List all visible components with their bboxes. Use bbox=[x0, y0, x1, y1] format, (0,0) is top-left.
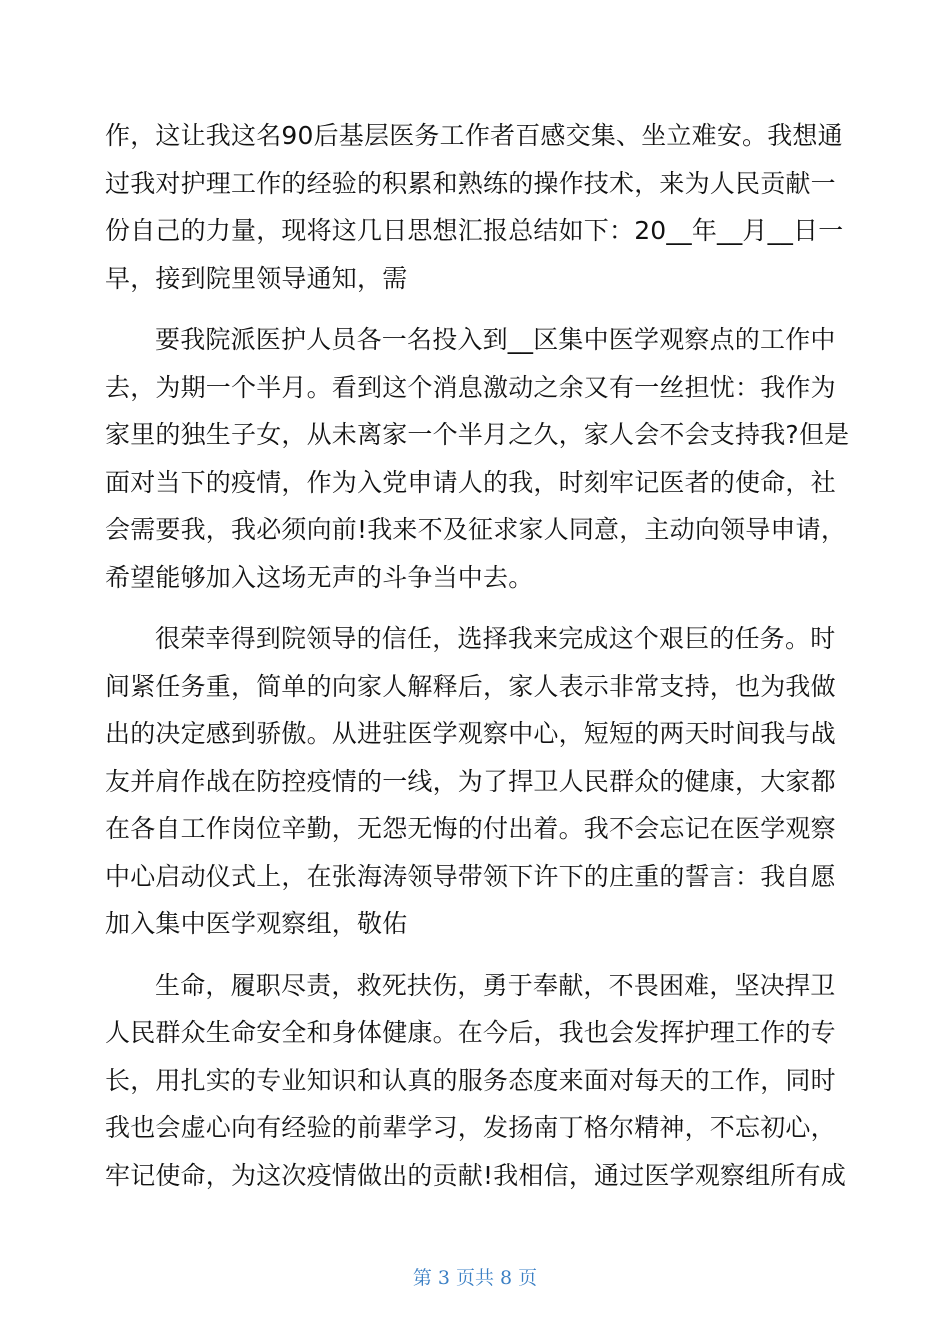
text-line: 人民群众生命安全和身体健康。在今后，我也会发挥护理工作的专 bbox=[105, 1018, 836, 1047]
document-body bbox=[105, 112, 850, 1213]
text-line: 家里的独生子女，从未离家一个半月之久，家人会不会支持我?但是 bbox=[105, 420, 850, 449]
text-line: 加入集中医学观察组，敬佑 bbox=[105, 909, 408, 938]
text-line: 友并肩作战在防控疫情的一线，为了捍卫人民群众的健康，大家都 bbox=[105, 766, 836, 796]
text-line: 我也会虚心向有经验的前辈学习，发扬南丁格尔精神，不忘初心， bbox=[105, 1113, 836, 1142]
paragraph-3 bbox=[105, 615, 845, 948]
text-line: 要我院派医护人员各一名投入到__区集中医学观察点的工作中 bbox=[155, 325, 836, 354]
text-line: 长，用扎实的专业知识和认真的服务态度来面对每天的工作，同时 bbox=[105, 1065, 836, 1095]
text-line: 中心启动仪式上，在张海涛领导带领下许下的庄重的誓言：我自愿 bbox=[105, 861, 836, 891]
text-line: 生命，履职尽责，救死扶伤，勇于奉献，不畏困难，坚决捍卫 bbox=[155, 970, 836, 1000]
text-line: 希望能够加入这场无声的斗争当中去。 bbox=[105, 562, 534, 592]
text-line: 面对当下的疫情，作为入党申请人的我，时刻牢记医者的使命，社 bbox=[105, 467, 836, 497]
text-line: 作，这让我这名90后基层医务工作者百感交集、坐立难安。我想通 bbox=[105, 121, 843, 150]
paragraph-4 bbox=[105, 962, 845, 1200]
text-line: 早，接到院里领导通知，需 bbox=[105, 263, 408, 293]
paragraph-1 bbox=[105, 112, 845, 302]
text-line: 去，为期一个半月。看到这个消息激动之余又有一丝担忧：我作为 bbox=[105, 372, 836, 402]
text-line: 会需要我，我必须向前!我来不及征求家人同意，主动向领导申请， bbox=[105, 515, 847, 544]
text-line: 份自己的力量，现将这几日思想汇报总结如下：20__年__月__日一 bbox=[105, 216, 844, 245]
text-line: 牢记使命，为这次疫情做出的贡献!我相信，通过医学观察组所有成 bbox=[105, 1160, 847, 1190]
text-line: 出的决定感到骄傲。从进驻医学观察中心，短短的两天时间我与战 bbox=[105, 719, 836, 748]
page-number-footer: 第 3 页共 8 页 bbox=[412, 1267, 538, 1289]
text-line: 在各自工作岗位辛勤，无怨无悔的付出着。我不会忘记在医学观察 bbox=[105, 814, 836, 843]
paragraph-2 bbox=[105, 316, 850, 601]
text-line: 间紧任务重，简单的向家人解释后，家人表示非常支持，也为我做 bbox=[105, 671, 836, 701]
text-line: 过我对护理工作的经验的积累和熟练的操作技术，来为人民贡献一 bbox=[105, 168, 836, 198]
text-line: 很荣幸得到院领导的信任，选择我来完成这个艰巨的任务。时 bbox=[155, 624, 836, 653]
